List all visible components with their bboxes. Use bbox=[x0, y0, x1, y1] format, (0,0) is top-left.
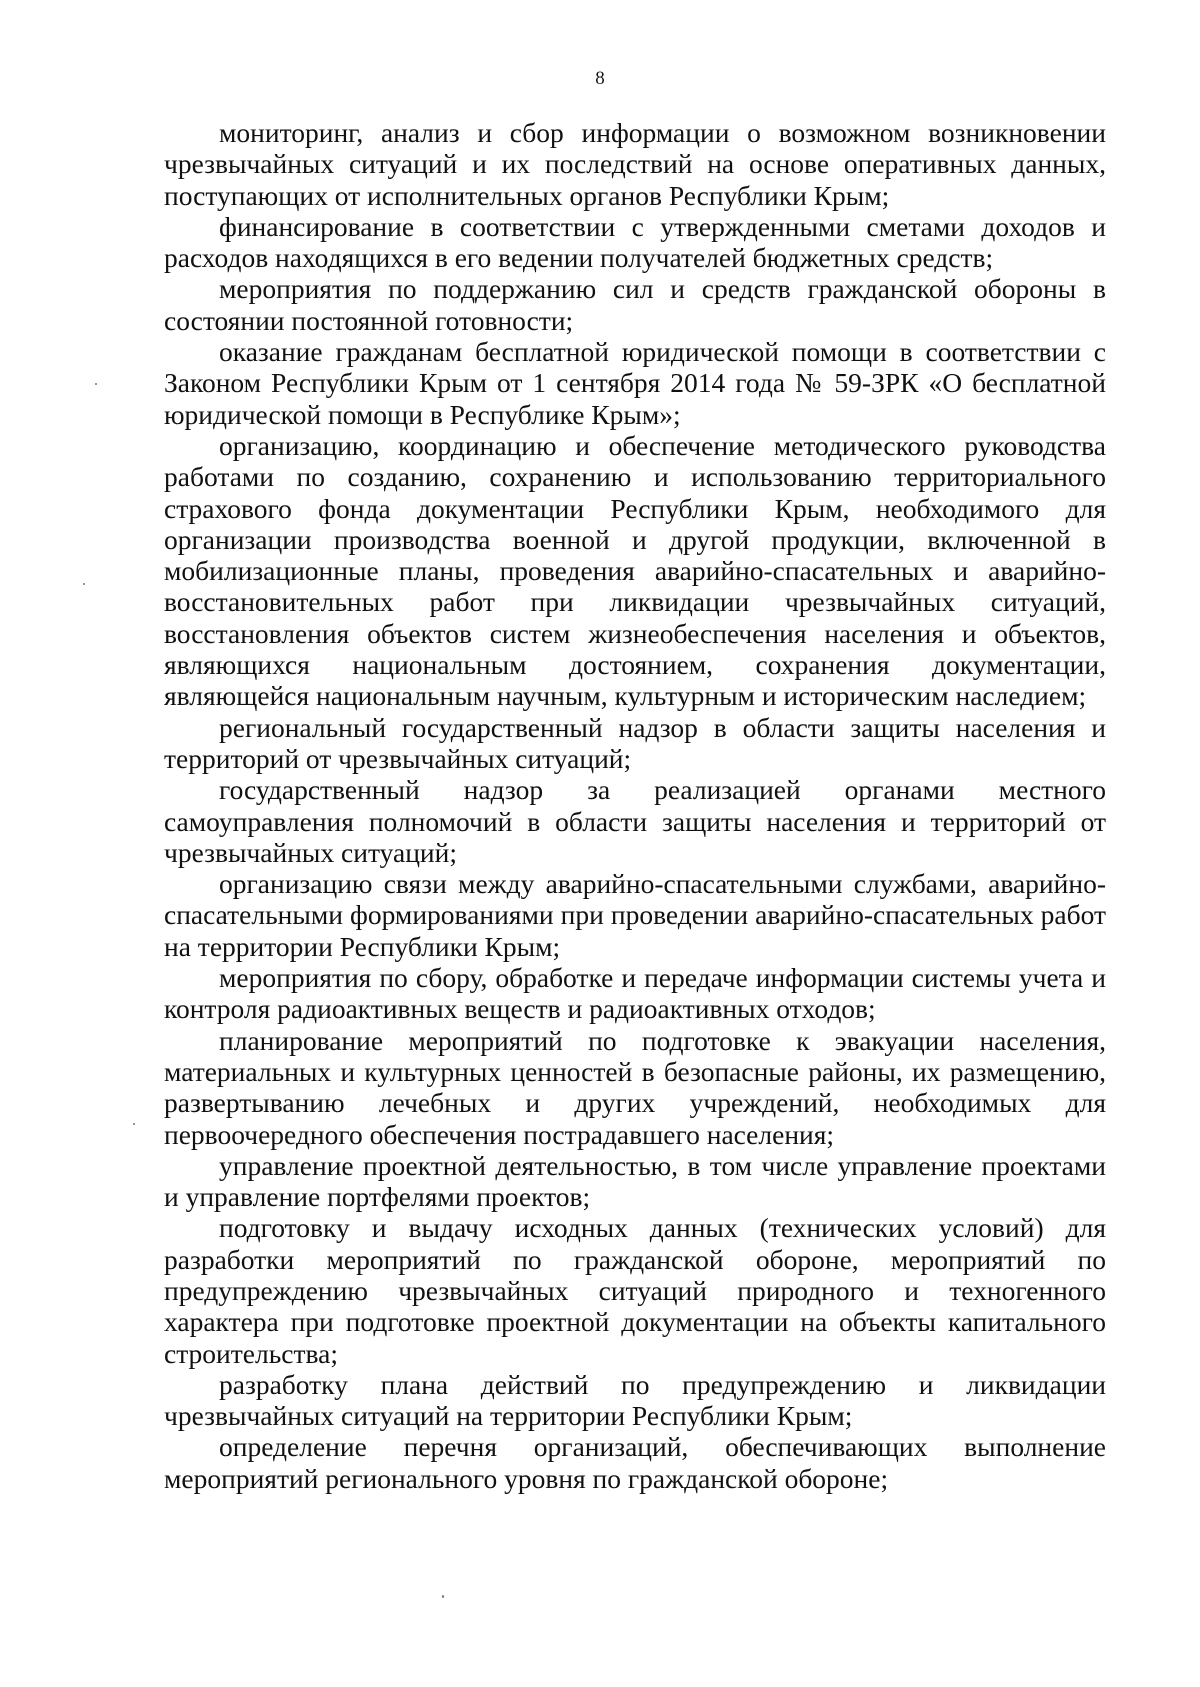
paragraph: планирование мероприятий по подготовке к эвакуации населения, материальных и культурных ценностей в безопасные районы, их размещению, развертыванию лечебных и других учреждений, необходимых для первоочередного обеспечения пострадавшего населения; bbox=[164, 1024, 1106, 1150]
paragraph: финансирование в соответствии с утвержденными сметами доходов и расходов находящихся в его ведении получателей бюджетных средств; bbox=[164, 210, 1106, 274]
paragraph: определение перечня организаций, обеспечивающих выполнение мероприятий регионального уровня по гражданской обороне; bbox=[164, 1431, 1106, 1494]
paragraph: мероприятия по сбору, обработке и передаче информации системы учета и контроля радиоактивных веществ и радиоактивных отходов; bbox=[164, 962, 1106, 1025]
scan-speck bbox=[133, 1123, 135, 1125]
scan-speck bbox=[442, 1595, 444, 1598]
document-body bbox=[164, 117, 1106, 1494]
paragraph: организацию, координацию и обеспечение методического руководства работами по созданию, сохранению и использованию территориального страхового фонда документации Республики Крым, необходимого для организации производства военной и другой продукции, включенной в мобилизационные планы, проведения аварийно-спасательных и аварийно-восстановительных работ при ликвидации чрезвычайных ситуаций, восстановления объектов систем жизнеобеспечения населения и объектов, являющихся национальным достоянием, сохранения документации, являющейся национальным научным, культурным и историческим наследием; bbox=[164, 429, 1106, 712]
paragraph: разработку плана действий по предупреждению и ликвидации чрезвычайных ситуаций на территории Республики Крым; bbox=[164, 1368, 1106, 1432]
paragraph: государственный надзор за реализацией органами местного самоуправления полномочий в области защиты населения и территорий от чрезвычайных ситуаций; bbox=[164, 774, 1106, 868]
paragraph: региональный государственный надзор в области защиты населения и территорий от чрезвычайных ситуаций; bbox=[164, 711, 1106, 774]
paragraph: оказание гражданам бесплатной юридической помощи в соответствии с Законом Республики Крым от 1 сентября 2014 года № 59-ЗРК «О бесплатной юридической помощи в Республике Крым»; bbox=[164, 336, 1106, 430]
paragraph: управление проектной деятельностью, в том числе управление проектами и управление портфелями проектов; bbox=[164, 1149, 1106, 1213]
paragraph: подготовку и выдачу исходных данных (технических условий) для разработки мероприятий по гражданской обороне, мероприятий по предупреждению чрезвычайных ситуаций природного и техногенного характера при подготовке проектной документации на объекты капитального строительства; bbox=[164, 1212, 1106, 1369]
scan-speck bbox=[95, 383, 97, 385]
scan-speck bbox=[83, 583, 85, 585]
page-number: 8 bbox=[595, 68, 605, 89]
paragraph: организацию связи между аварийно-спасательными службами, аварийно-спасательными формированиями при проведении аварийно-спасательных работ на территории Республики Крым; bbox=[164, 868, 1106, 962]
paragraph: мероприятия по поддержанию сил и средств гражданской обороны в состоянии постоянной готовности; bbox=[164, 273, 1106, 336]
paragraph: мониторинг, анализ и сбор информации о возможном возникновении чрезвычайных ситуаций и их последствий на основе оперативных данных, поступающих от исполнительных органов Республики Крым; bbox=[164, 117, 1106, 211]
